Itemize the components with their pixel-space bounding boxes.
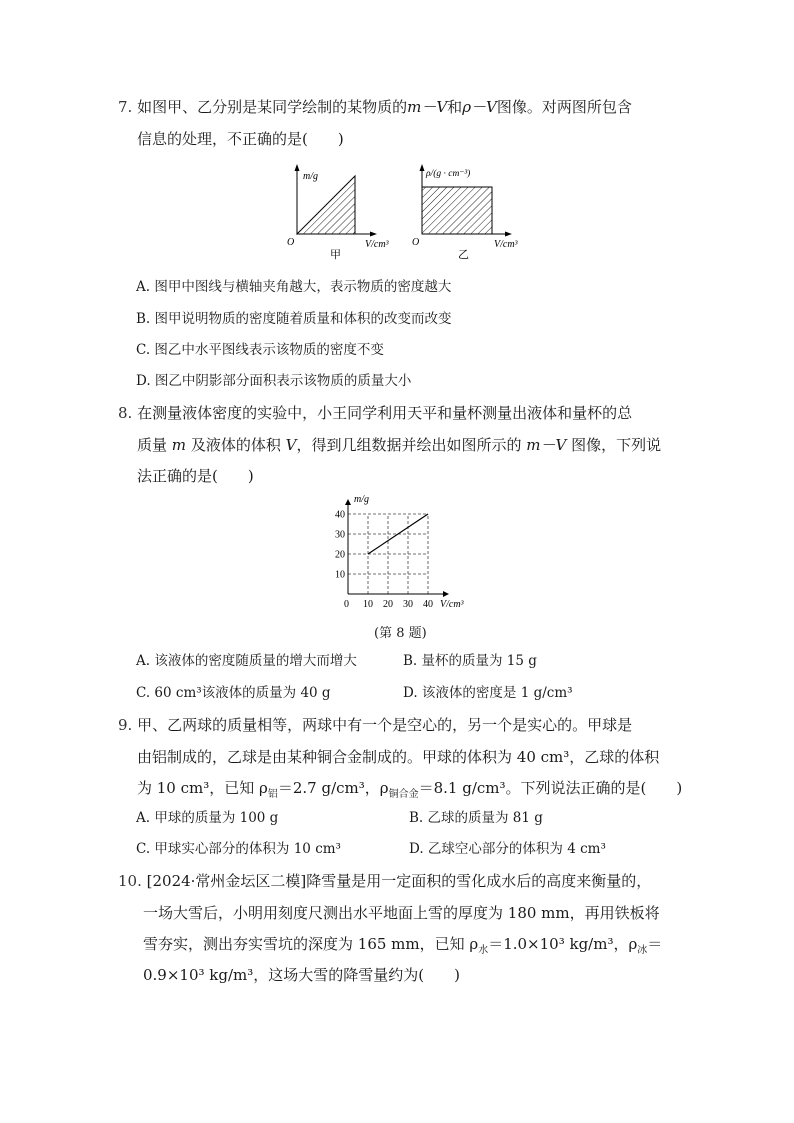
q7-number: 7. bbox=[118, 98, 133, 116]
xlabel: V/cm³ bbox=[494, 239, 518, 250]
x-tick-label: 20 bbox=[383, 599, 393, 610]
y-axis-arrow bbox=[295, 164, 300, 171]
caption: 乙 bbox=[458, 249, 469, 260]
x-tick-label: 40 bbox=[423, 599, 433, 610]
chart-xlabel: V/cm³ bbox=[440, 599, 464, 610]
q7-figure-left bbox=[285, 160, 395, 260]
q8-line-1: 8. 在测量液体密度的实验中，小王同学利用天平和量杯测量出液体和量杯的总 bbox=[118, 404, 633, 422]
q10-line-1: 10. [2024·常州金坛区二模]降雪量是用一定面积的雪化成水后的高度来衡量的， bbox=[118, 872, 652, 890]
y-tick-label: 40 bbox=[335, 509, 345, 521]
x-axis-arrow bbox=[505, 232, 512, 237]
ylabel: ρ/(g · cm⁻³) bbox=[426, 169, 471, 179]
q9-line-2: 由铝制成的，乙球是由某种铜合金制成的。甲球的体积为 40 cm³，乙球的体积 bbox=[137, 748, 660, 766]
q7-option-a: A. 图甲中图线与横轴夹角越大，表示物质的密度越大 bbox=[136, 279, 452, 295]
q9-option-a: A. 甲球的质量为 100 g bbox=[136, 810, 279, 826]
q8-line-3: 法正确的是( ) bbox=[137, 467, 254, 485]
q9-line-3: 为 10 cm³，已知 $\rho_铝=2.7$ g/cm³，$\rho_{铜合金}=8.1$ g/cm³。下列说法正确的是( ) bbox=[137, 779, 683, 800]
q10-source: [2024·常州金坛区二模] bbox=[146, 872, 307, 890]
xlabel: V/cm³ bbox=[365, 239, 389, 250]
caption: 甲 bbox=[330, 249, 341, 260]
chart-origin: 0 bbox=[344, 599, 349, 610]
q7-option-d: D. 图乙中阴影部分面积表示该物质的质量大小 bbox=[136, 373, 412, 389]
q8-line-2: 质量 m 及液体的体积 V，得到几组数据并绘出如图所示的 m－V 图像，下列说 bbox=[137, 436, 662, 454]
q10-number: 10. bbox=[118, 872, 142, 890]
ylabel: m/g bbox=[303, 171, 318, 182]
q8-option-b: B. 量杯的质量为 15 g bbox=[403, 653, 537, 669]
q9-option-b: B. 乙球的质量为 81 g bbox=[409, 810, 543, 826]
q8-option-a: A. 该液体的密度随质量的增大而增大 bbox=[136, 653, 357, 669]
q7-line-2: 信息的处理，不正确的是( ) bbox=[137, 130, 344, 148]
origin: O bbox=[287, 237, 295, 248]
origin: O bbox=[412, 237, 420, 248]
q10-line-4: 0.9×10³ kg/m³，这场大雪的降雪量约为( ) bbox=[143, 966, 460, 984]
q8-chart-caption: (第 8 题) bbox=[374, 626, 427, 641]
q8-number: 8. bbox=[118, 404, 133, 422]
q9-number: 9. bbox=[118, 716, 133, 734]
y-axis-arrow bbox=[420, 164, 425, 171]
x-axis-arrow bbox=[370, 232, 377, 237]
q8-option-d: D. 该液体的密度是 1 g/cm³ bbox=[403, 685, 573, 701]
q7-line-1: 7. 如图甲、乙分别是某同学绘制的某物质的m－V和ρ－V图像。对两图所包含 bbox=[118, 98, 632, 116]
q9-option-d: D. 乙球空心部分的体积为 4 cm³ bbox=[409, 841, 606, 857]
q10-line-3: 雪夯实，测出夯实雪坑的深度为 165 mm，已知 $\rho_水=1.0\times 10^3$ kg/m³，$\rho_冰=$ bbox=[143, 935, 663, 956]
q7-option-c: C. 图乙中水平图线表示该物质的密度不变 bbox=[136, 342, 384, 358]
shaded-rectangle bbox=[422, 187, 492, 234]
y-tick-label: 30 bbox=[335, 529, 345, 541]
q10-line-2: 一场大雪后，小明用刻度尺测出水平地面上雪的厚度为 180 mm，再用铁板将 bbox=[143, 904, 660, 922]
x-tick-label: 30 bbox=[403, 599, 413, 610]
q7-figure-right bbox=[410, 160, 530, 260]
chart-ylabel: m/g bbox=[354, 494, 369, 505]
q8-chart bbox=[330, 490, 480, 615]
y-tick-label: 20 bbox=[335, 549, 345, 561]
q9-line-1: 9. 甲、乙两球的质量相等，两球中有一个是空心的，另一个是实心的。甲球是 bbox=[118, 716, 633, 734]
shaded-triangle bbox=[297, 176, 355, 234]
q9-option-c: C. 甲球实心部分的体积为 10 cm³ bbox=[136, 841, 341, 857]
q8-option-c: C. 60 cm³该液体的质量为 40 g bbox=[136, 685, 331, 701]
x-tick-label: 10 bbox=[363, 599, 373, 610]
y-tick-label: 10 bbox=[335, 569, 345, 581]
q7-option-b: B. 图甲说明物质的密度随着质量和体积的改变而改变 bbox=[136, 311, 452, 327]
